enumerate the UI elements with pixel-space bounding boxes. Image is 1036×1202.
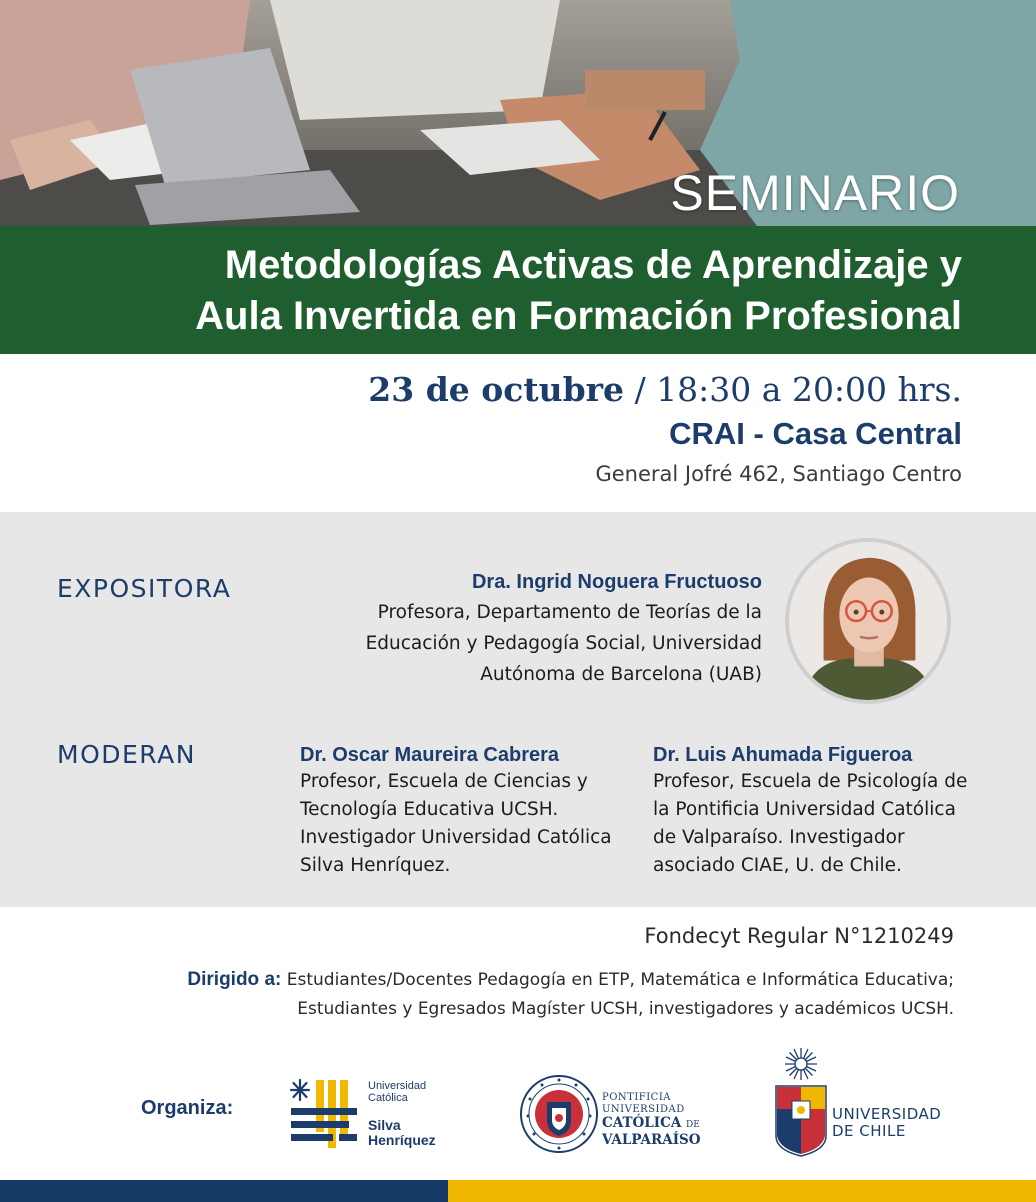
pucv-logo-word: CATÓLICA	[602, 1115, 682, 1131]
pucv-logo-line: VALPARAÍSO	[602, 1132, 701, 1148]
pucv-logo-line: PONTIFICIA	[602, 1092, 672, 1103]
expositora-role-line: Autónoma de Barcelona (UAB)	[480, 664, 762, 685]
avatar	[785, 538, 951, 704]
hero-banner	[0, 0, 1036, 354]
moderator-name: Dr. Oscar Maureira Cabrera	[300, 744, 560, 766]
audience-line	[187, 965, 954, 995]
moderator-role-line: la Pontificia Universidad Católica	[653, 799, 956, 820]
event-time: 18:30 a 20:00 hrs.	[656, 370, 962, 409]
uchile-crest-icon	[772, 1046, 830, 1158]
uchile-logo-text	[832, 1106, 941, 1140]
moderator-name: Dr. Luis Ahumada Figueroa	[653, 744, 913, 766]
pucv-seal-icon	[518, 1064, 600, 1164]
ucsh-logo-line: Silva	[368, 1117, 401, 1133]
moderator-role-line: asociado CIAE, U. de Chile.	[653, 855, 902, 876]
event-venue: CRAI - Casa Central	[669, 416, 962, 451]
moderator-role-line: Silva Henríquez.	[300, 855, 451, 876]
moderator-role-line: Tecnología Educativa UCSH.	[300, 799, 559, 820]
audience-text: Estudiantes y Egresados Magíster UCSH, investigadores y académicos UCSH.	[297, 999, 954, 1019]
fondecyt-code: Fondecyt Regular N°1210249	[644, 924, 954, 948]
date-time-line	[368, 362, 962, 418]
ucsh-logo-line: Henríquez	[368, 1132, 436, 1148]
seminar-title-line: Metodologías Activas de Aprendizaje y	[224, 243, 962, 287]
audience-text: Estudiantes/Docentes Pedagogía en ETP, Matemática e Informática Educativa;	[286, 970, 954, 990]
date-separator: /	[634, 370, 646, 409]
strip-yellow	[448, 1180, 1036, 1202]
moderator-role-line: de Valparaíso. Investigador	[653, 827, 905, 848]
audience-block	[187, 965, 954, 1024]
seminar-title-line: Aula Invertida en Formación Profesional	[195, 294, 962, 338]
portrait-image	[789, 542, 947, 700]
pucv-logo-line	[602, 1116, 701, 1133]
ucsh-logo-text	[368, 1080, 436, 1148]
strip-blue	[0, 1180, 448, 1202]
ucsh-logo-line: Universidad	[368, 1080, 427, 1092]
pucv-logo-line: UNIVERSIDAD	[602, 1104, 685, 1115]
moderator-role-line: Profesor, Escuela de Psicología de	[653, 771, 968, 792]
seminar-title	[195, 240, 962, 342]
pucv-logo-text	[602, 1092, 701, 1148]
seminar-kicker: SEMINARIO	[670, 165, 960, 221]
event-info	[368, 362, 962, 494]
expositora-label: EXPOSITORA	[57, 574, 232, 603]
moderan-label: MODERAN	[57, 740, 196, 769]
speakers-panel	[0, 512, 1036, 907]
uchile-logo	[772, 1046, 962, 1158]
audience-label: Dirigido a:	[187, 969, 282, 990]
expositora-card	[366, 567, 762, 690]
moderator-role-line: Investigador Universidad Católica	[300, 827, 612, 848]
pucv-logo-word: DE	[686, 1120, 700, 1130]
organiza-label: Organiza:	[141, 1097, 234, 1119]
uchile-logo-line: UNIVERSIDAD	[832, 1105, 942, 1123]
moderator-role-line: Profesor, Escuela de Ciencias y	[300, 771, 588, 792]
pucv-logo	[518, 1064, 718, 1164]
ucsh-logo	[290, 1078, 460, 1154]
expositora-name: Dra. Ingrid Noguera Fructuoso	[471, 571, 762, 593]
bottom-color-strip	[0, 1180, 1036, 1202]
ucsh-emblem-icon	[290, 1078, 366, 1150]
moderator-card	[300, 742, 612, 880]
expositora-role-line: Profesora, Departamento de Teorías de la	[377, 602, 762, 623]
uchile-logo-line: DE CHILE	[832, 1122, 906, 1140]
expositora-role-line: Educación y Pedagogía Social, Universidad	[365, 633, 762, 654]
ucsh-logo-line: Católica	[368, 1092, 408, 1104]
event-address: General Jofré 462, Santiago Centro	[595, 462, 962, 486]
event-date: 23 de octubre	[368, 370, 625, 409]
moderator-card	[653, 742, 967, 880]
